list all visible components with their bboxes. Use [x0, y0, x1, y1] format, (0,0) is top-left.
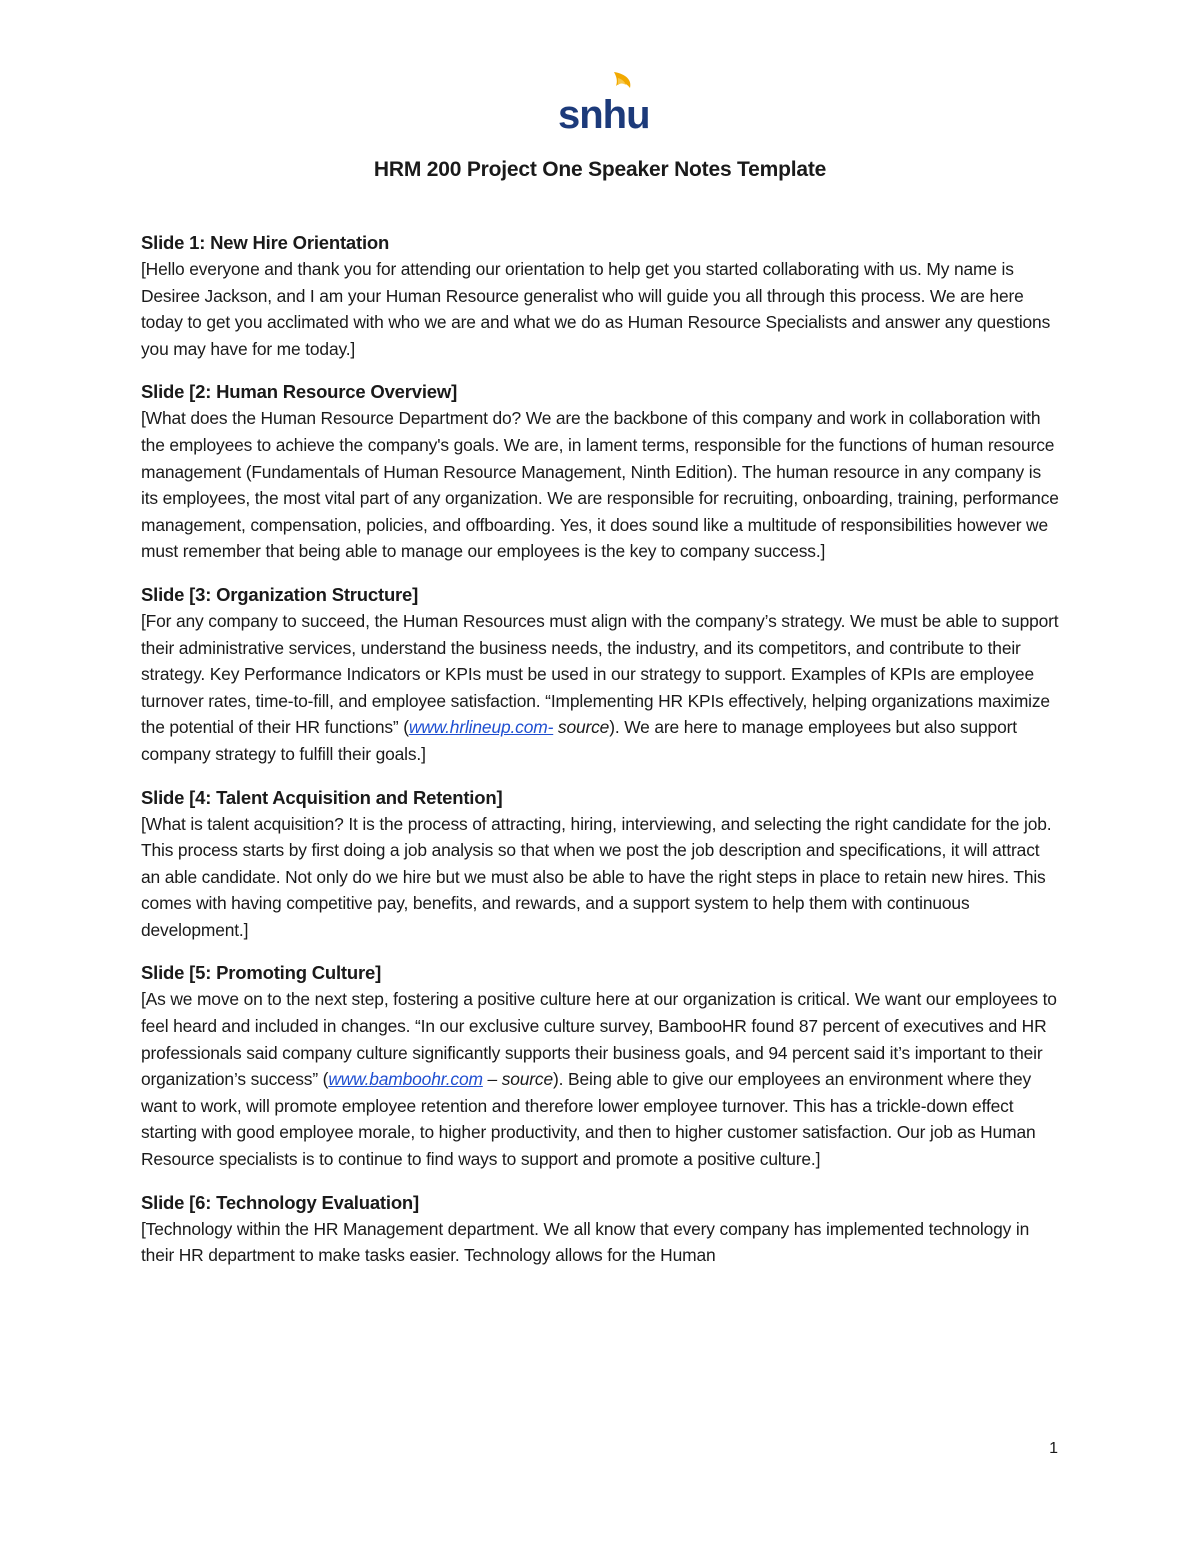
section-slide-1: [141, 230, 1061, 362]
notes-text: [As we move on to the next step, fostering a positive culture here at our organization is critical. We want our employees to feel heard and included in changes. “In our exclusive culture survey, BambooHR found 87 percent of executives and HR professionals said company culture significantly supports their business goals, and 94 percent said it’s important to their organization’s success” (: [141, 989, 1057, 1090]
page-title: HRM 200 Project One Speaker Notes Template: [373, 158, 827, 181]
notes-text: [Technology within the HR Management department. We all know that every company has implemented technology in their HR department to make tasks easier. Technology allows for the Human: [141, 1218, 1030, 1266]
notes-text: [What is talent acquisition? It is the process of attracting, hiring, interviewing, and selecting the right candidate for the job. This process starts by first doing a job analysis so that when we post the job description and specifications, it will attract an able candidate. Not only do we hire but we must also be able to have the right steps in place to retain new hires. This comes with having competitive pay, benefits, and rewards, and a support system to help them with continuous development.]: [141, 813, 1052, 940]
svg-text:snhu: snhu: [558, 93, 650, 137]
notes-text: ). We are here to manage employees but also support company strategy to fulfill their goals.]: [141, 717, 1017, 764]
source-link[interactable]: www.hrlineup.com-: [408, 717, 554, 738]
section-heading: Slide 1: New Hire Orientation: [141, 232, 390, 253]
section-heading: Slide [4: Talent Acquisition and Retention]: [141, 786, 503, 808]
source-label: – source: [482, 1069, 553, 1090]
section-heading: Slide [5: Promoting Culture]: [141, 962, 382, 984]
speaker-notes-paragraph: [141, 608, 1061, 768]
speaker-notes-paragraph: [141, 405, 1061, 565]
speaker-notes-paragraph: [141, 1216, 1061, 1269]
snhu-logo: [556, 70, 650, 137]
document-body: [141, 230, 1061, 1286]
section-heading: Slide [3: Organization Structure]: [141, 583, 419, 605]
notes-text: [What does the Human Resource Department do? We are the backbone of this company and work in collaboration with the employees to achieve the company's goals. We are, in lament terms, responsible for the functions of human resource management (Fundamentals of Human Resource Management, Ninth Edition). The human resource in any company is its employees, the most vital part of any organization. We are responsible for recruiting, onboarding, training, performance management, compensation, policies, and offboarding. Yes, it does sound like a multitude of responsibilities however we must remember that being able to manage our employees is the key to company success.]: [141, 408, 1059, 562]
section-slide-6: [141, 1190, 1061, 1269]
section-heading: Slide [2: Human Resource Overview]: [141, 381, 458, 403]
notes-text: [Hello everyone and thank you for attending our orientation to help get you started collaborating with us. My name is Desiree Jackson, and I am your Human Resource generalist who will guide you all through this process. We are here today to get you acclimated with who we are and what we do as Human Resource Specialists and answer any questions you may have for me today.]: [141, 259, 1051, 359]
section-heading: Slide [6: Technology Evaluation]: [141, 1191, 419, 1213]
section-slide-4: [141, 785, 1061, 944]
speaker-notes-paragraph: [141, 986, 1061, 1172]
speaker-notes-paragraph: [141, 256, 1061, 362]
page-number: 1: [1049, 1440, 1058, 1457]
section-slide-2: [141, 379, 1061, 565]
section-slide-5: [141, 960, 1061, 1172]
section-slide-3: [141, 582, 1061, 768]
source-label: source: [553, 717, 610, 738]
speaker-notes-paragraph: [141, 811, 1061, 944]
notes-text: [For any company to succeed, the Human Resources must align with the company’s strategy. We must be able to support their administrative services, understand the business needs, the industry, and its competitors, and contribute to their strategy. Key Performance Indicators or KPIs must be used in our strategy to support. Examples of KPIs are employee turnover rates, time-to-fill, and employee satisfaction. “Implementing HR KPIs effectively, helping organizations maximize the potential of their HR functions” (: [141, 610, 1059, 738]
source-link[interactable]: www.bamboohr.com: [328, 1069, 483, 1090]
notes-text: ). Being able to give our employees an environment where they want to work, will promote employee retention and therefore lower employee turnover. This has a trickle-down effect starting with good employee morale, to higher productivity, and then to higher customer satisfaction. Our job as Human Resource specialists is to continue to find ways to support and promote a positive culture.]: [141, 1069, 1036, 1170]
